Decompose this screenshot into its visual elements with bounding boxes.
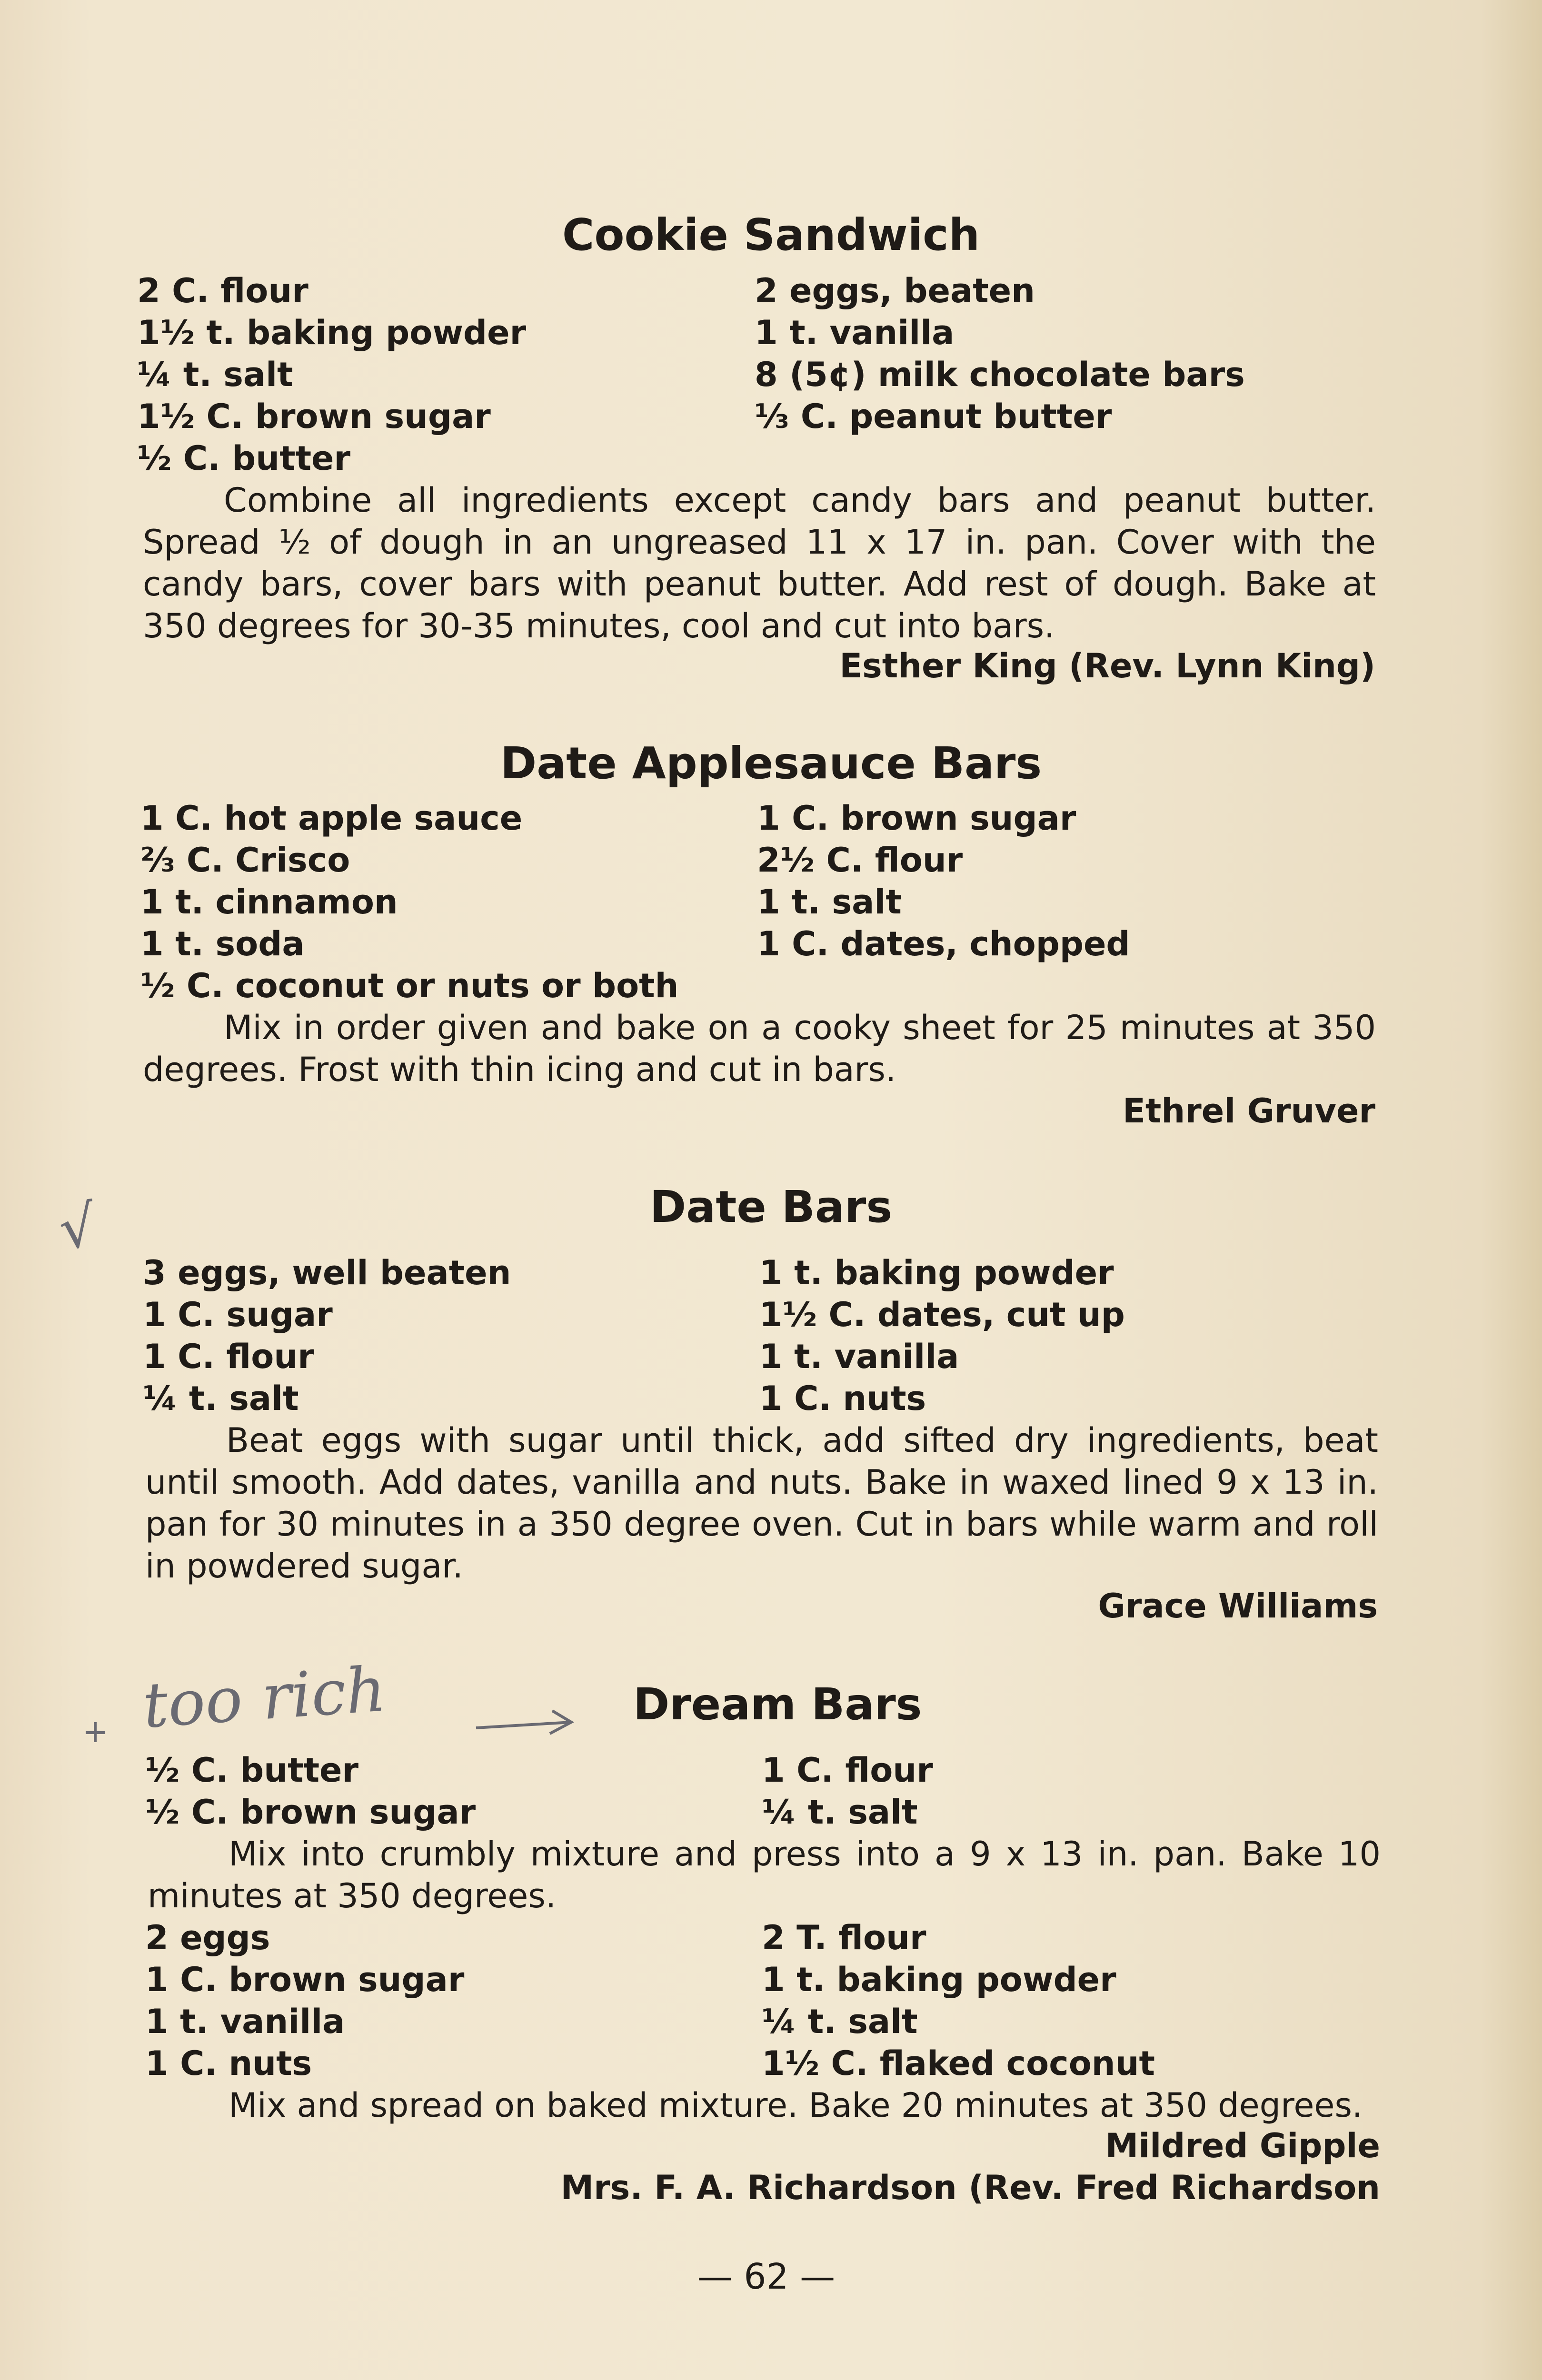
ingredient: ½ C. brown sugar: [145, 1793, 476, 1832]
ingredient: 1 C. brown sugar: [145, 1960, 465, 1999]
ingredient: 1 C. brown sugar: [757, 799, 1076, 838]
ingredient: 1 t. vanilla: [759, 1337, 959, 1376]
ingredient: 8 (5¢) milk chocolate bars: [755, 355, 1245, 394]
ingredient: 2 eggs, beaten: [755, 271, 1035, 310]
ingredient: 1 t. soda: [140, 924, 305, 963]
ingredient: ⅔ C. Crisco: [140, 841, 350, 880]
recipe-directions: Beat eggs with sugar until thick, add sifted dry ingredients, beat until smooth. Add dates, vanilla and nuts. Bake in waxed lined 9 x 13 in. pan for 30 minutes in a 350 degree oven. Cut in bars while warm and roll in powdered sugar.: [145, 1421, 1378, 1586]
ingredient: 1 t. vanilla: [145, 2002, 345, 2041]
ingredient: 1½ C. dates, cut up: [759, 1295, 1125, 1334]
ingredient: 2½ C. flour: [757, 841, 963, 880]
recipe-title: Cookie Sandwich: [562, 209, 980, 260]
ingredient: 1 C. sugar: [143, 1295, 333, 1334]
handwritten-arrow-icon: [76, 1695, 581, 1752]
recipe-directions: Combine all ingredients except candy bars and peanut butter. Spread ½ of dough in an ungreased 11 x 17 in. pan. Cover with the candy bars, cover bars with peanut butter. Add rest of dough. Bake at 350 degrees for 30-35 minutes, cool and cut into bars.: [143, 481, 1376, 645]
ingredient: ¼ t. salt: [762, 1793, 918, 1832]
recipe-title: Date Bars: [649, 1181, 893, 1232]
ingredient: ½ C. coconut or nuts or both: [140, 966, 679, 1005]
ingredient: 1 C. nuts: [145, 2044, 312, 2083]
recipe-author: Esther King (Rev. Lynn King): [839, 646, 1375, 685]
recipe-author: Ethrel Gruver: [1123, 1091, 1375, 1130]
ingredient: ¼ t. salt: [762, 2002, 918, 2041]
ingredient: 1 t. vanilla: [755, 313, 955, 352]
ingredient: ½ C. butter: [137, 439, 351, 478]
recipe-author: Mrs. F. A. Richardson (Rev. Fred Richardson: [560, 2168, 1380, 2207]
ingredient: 2 eggs: [145, 1918, 270, 1957]
ingredient: 1½ t. baking powder: [137, 313, 527, 352]
recipe-author: Grace Williams: [1098, 1587, 1378, 1626]
ingredient: 1 t. cinnamon: [140, 883, 398, 922]
ingredient: 2 C. flour: [137, 271, 308, 310]
ingredient: 1 t. baking powder: [759, 1253, 1114, 1292]
recipe-directions: Mix and spread on baked mixture. Bake 20 minutes at 350 degrees.: [229, 2086, 1363, 2125]
ingredient: 1 C. nuts: [759, 1379, 926, 1418]
ingredient: 3 eggs, well beaten: [143, 1253, 511, 1292]
handwritten-note: too rich: [140, 1653, 388, 1742]
ingredient: ¼ t. salt: [137, 355, 293, 394]
page-number: — 62 —: [697, 2256, 836, 2297]
recipe-author: Mildred Gipple: [1105, 2126, 1380, 2165]
ingredient: 1 t. salt: [757, 883, 902, 922]
recipe-title: Dream Bars: [633, 1679, 922, 1730]
handwritten-check-mark: √: [55, 1192, 100, 1263]
ingredient: 1 C. flour: [762, 1751, 933, 1790]
ingredient: ¼ t. salt: [143, 1379, 299, 1418]
ingredient: 1½ C. flaked coconut: [762, 2044, 1155, 2083]
recipe-directions: Mix in order given and bake on a cooky sheet for 25 minutes at 350 degrees. Frost with thin icing and cut in bars.: [143, 1008, 1376, 1089]
ingredient: 1 C. hot apple sauce: [140, 799, 523, 838]
ingredient: ⅓ C. peanut butter: [755, 397, 1112, 436]
recipe-directions: Mix into crumbly mixture and press into a 9 x 13 in. pan. Bake 10 minutes at 350 degrees.: [148, 1835, 1381, 1915]
ingredient: 1 t. baking powder: [762, 1960, 1116, 1999]
ingredient: 1½ C. brown sugar: [137, 397, 491, 436]
ingredient: 1 C. dates, chopped: [757, 924, 1130, 963]
ingredient: 2 T. flour: [762, 1918, 926, 1957]
recipe-title: Date Applesauce Bars: [500, 738, 1042, 789]
ingredient: 1 C. flour: [143, 1337, 314, 1376]
ingredient: ½ C. butter: [145, 1751, 359, 1790]
